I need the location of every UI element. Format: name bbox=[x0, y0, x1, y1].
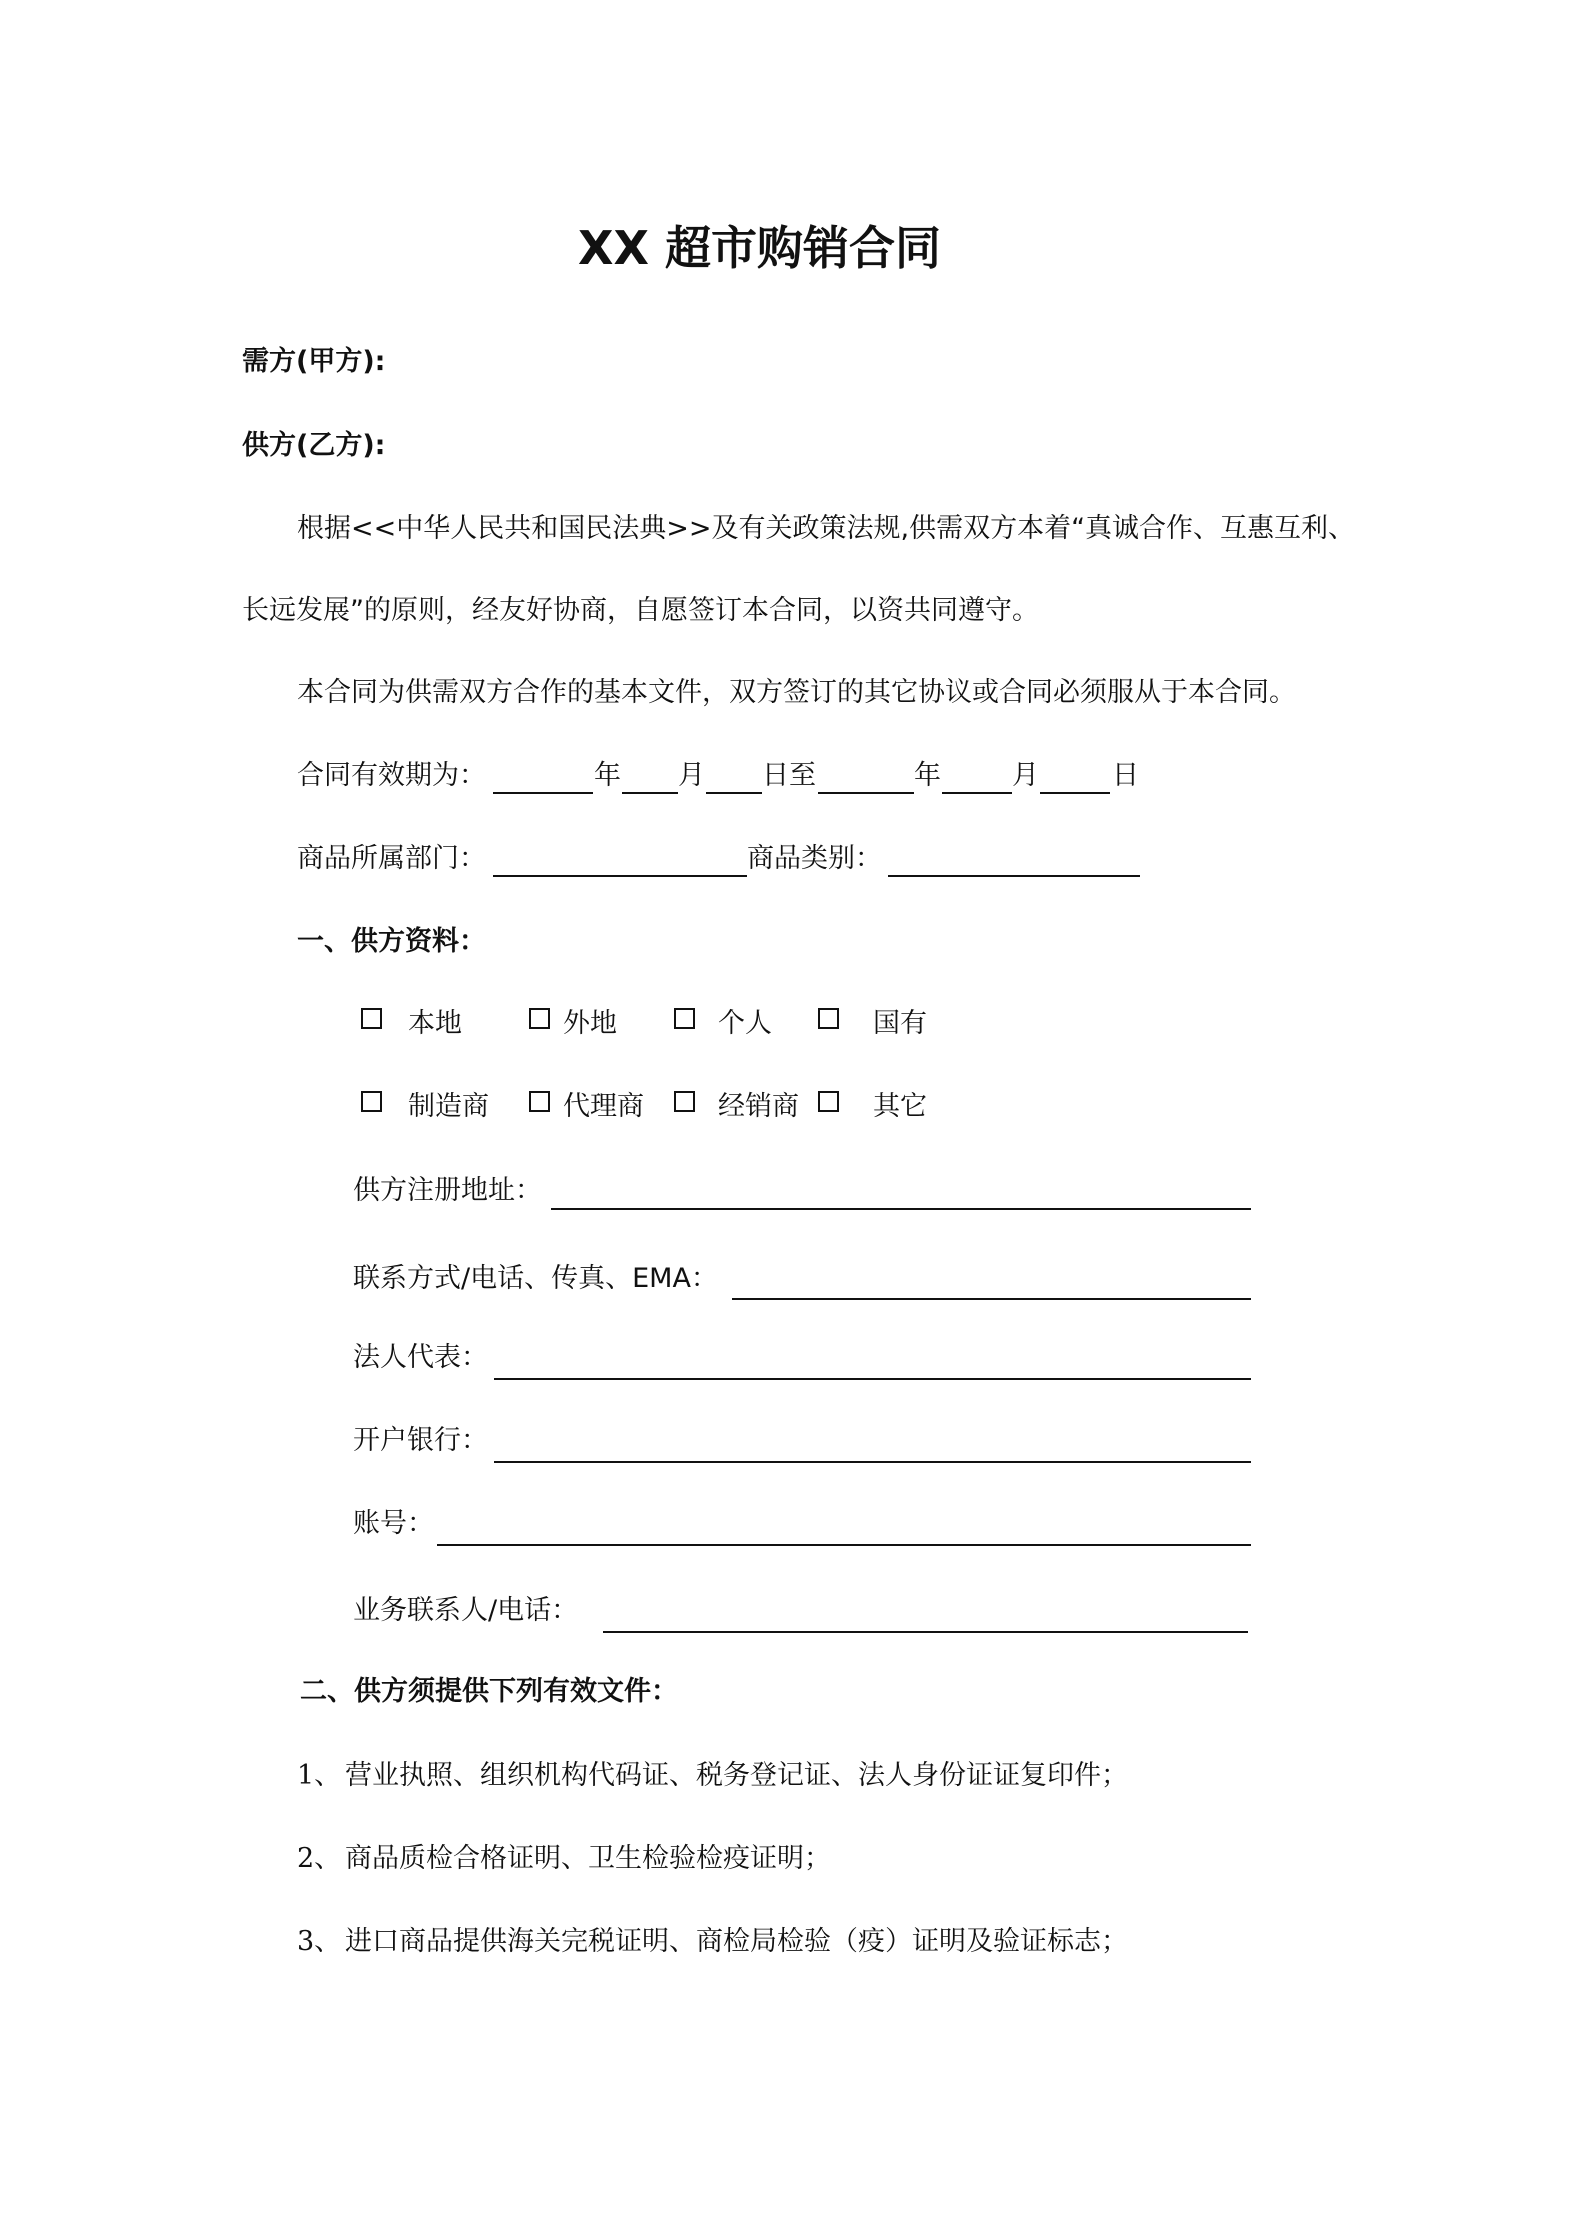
option-distributor-label: 经销商 bbox=[718, 1091, 799, 1122]
doc-item-3-text: 进口商品提供海关完税证明、商检局检验（疫）证明及验证标志； bbox=[345, 1926, 1128, 1957]
party-a-label: 需方(甲方): bbox=[242, 346, 386, 377]
option-nonlocal-label: 外地 bbox=[563, 1008, 617, 1039]
checkbox-nonlocal[interactable] bbox=[529, 1008, 550, 1029]
department-blank[interactable] bbox=[493, 875, 747, 877]
section-1-heading: 一、供方资料： bbox=[297, 926, 486, 957]
category-label: 商品类别： bbox=[747, 843, 882, 874]
doc-item-1-number: 1、 bbox=[297, 1760, 342, 1791]
account-label: 账号： bbox=[353, 1508, 434, 1539]
contact-label: 联系方式/电话、传真、EMA： bbox=[353, 1263, 718, 1294]
page-title: XX 超市购销合同 bbox=[578, 221, 941, 275]
checkbox-agent[interactable] bbox=[529, 1091, 550, 1112]
checkbox-distributor[interactable] bbox=[674, 1091, 695, 1112]
end-day-blank[interactable] bbox=[1040, 792, 1110, 794]
option-individual-label: 个人 bbox=[718, 1008, 772, 1039]
address-blank[interactable] bbox=[551, 1208, 1251, 1210]
contact-blank[interactable] bbox=[732, 1298, 1251, 1300]
category-blank[interactable] bbox=[888, 875, 1140, 877]
validity-label: 合同有效期为： bbox=[297, 760, 486, 791]
option-manufacturer-label: 制造商 bbox=[408, 1091, 489, 1122]
end-year-blank[interactable] bbox=[818, 792, 914, 794]
bank-blank[interactable] bbox=[494, 1461, 1251, 1463]
section-2-heading: 二、供方须提供下列有效文件： bbox=[300, 1676, 678, 1707]
doc-item-2-number: 2、 bbox=[297, 1843, 342, 1874]
validity-day-to: 日至 bbox=[762, 760, 816, 791]
doc-item-2-text: 商品质检合格证明、卫生检验检疫证明； bbox=[345, 1843, 831, 1874]
party-b-label: 供方(乙方): bbox=[242, 430, 386, 461]
address-label: 供方注册地址： bbox=[353, 1175, 542, 1206]
validity-month-1: 月 bbox=[678, 760, 705, 791]
doc-item-3-number: 3、 bbox=[297, 1926, 342, 1957]
checkbox-state-owned[interactable] bbox=[818, 1008, 839, 1029]
business-contact-label: 业务联系人/电话： bbox=[353, 1595, 579, 1626]
validity-year-2: 年 bbox=[914, 760, 941, 791]
option-state-owned-label: 国有 bbox=[873, 1008, 927, 1039]
department-label: 商品所属部门： bbox=[297, 843, 486, 874]
validity-day: 日 bbox=[1112, 760, 1139, 791]
start-year-blank[interactable] bbox=[493, 792, 593, 794]
bank-label: 开户银行： bbox=[353, 1425, 488, 1456]
legal-rep-blank[interactable] bbox=[494, 1378, 1251, 1380]
checkbox-manufacturer[interactable] bbox=[361, 1091, 382, 1112]
option-agent-label: 代理商 bbox=[563, 1091, 644, 1122]
checkbox-other[interactable] bbox=[818, 1091, 839, 1112]
start-day-blank[interactable] bbox=[706, 792, 762, 794]
account-blank[interactable] bbox=[437, 1544, 1251, 1546]
checkbox-individual[interactable] bbox=[674, 1008, 695, 1029]
business-contact-blank[interactable] bbox=[603, 1631, 1248, 1633]
intro-line-1: 根据<<中华人民共和国民法典>>及有关政策法规,供需双方本着“真诚合作、互惠互利、 bbox=[297, 513, 1356, 544]
validity-month-2: 月 bbox=[1012, 760, 1039, 791]
intro-line-2: 长远发展”的原则，经友好协商，自愿签订本合同，以资共同遵守。 bbox=[242, 595, 1039, 626]
checkbox-local[interactable] bbox=[361, 1008, 382, 1029]
start-month-blank[interactable] bbox=[622, 792, 678, 794]
basis-paragraph: 本合同为供需双方合作的基本文件，双方签订的其它协议或合同必须服从于本合同。 bbox=[297, 677, 1296, 708]
option-local-label: 本地 bbox=[408, 1008, 462, 1039]
option-other-label: 其它 bbox=[873, 1091, 927, 1122]
end-month-blank[interactable] bbox=[942, 792, 1012, 794]
legal-rep-label: 法人代表： bbox=[353, 1342, 488, 1373]
validity-year-1: 年 bbox=[594, 760, 621, 791]
doc-item-1-text: 营业执照、组织机构代码证、税务登记证、法人身份证证复印件； bbox=[345, 1760, 1128, 1791]
